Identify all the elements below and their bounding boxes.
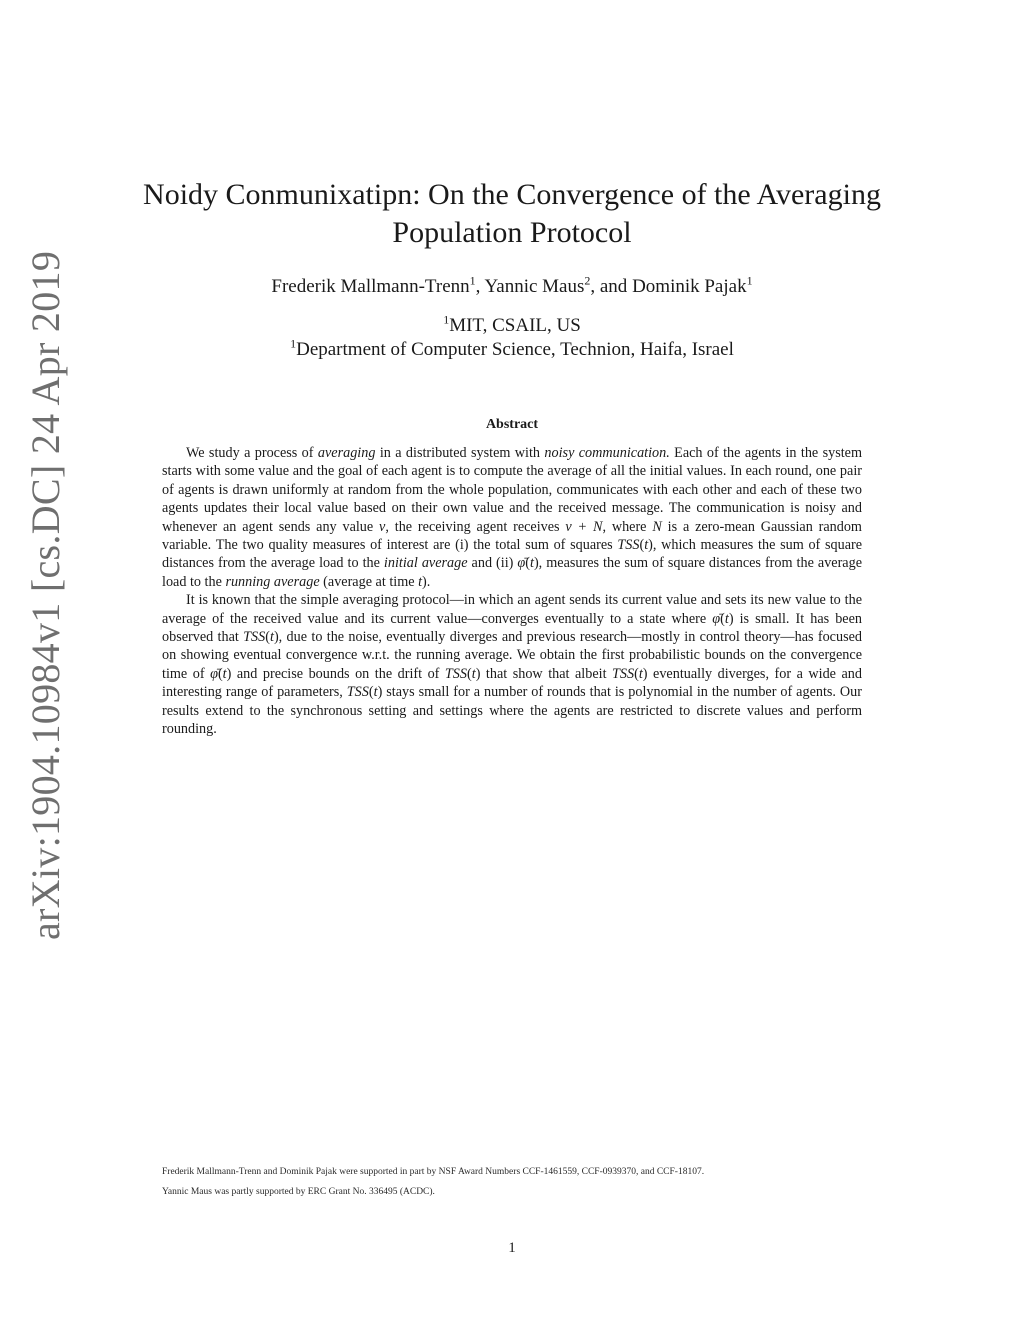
title-line-1: Noidy Conmunixatipn: On the Convergence of the Averaging <box>143 178 881 211</box>
affiliation-marker: 1 <box>290 336 297 351</box>
abstract-heading: Abstract <box>485 417 539 432</box>
affiliation-marker: 1 <box>746 273 753 288</box>
abstract-paragraph-1: We study a process of averaging in a distributed system with noisy communication. Each of the agents in the system starts with some value and the goal of each agent is to compute the average of all the initial values. In each round, one pair of agents is drawn uniformly at random from the whole population, communicates with each other and each of these two agents updates their local value based on their own value and the received message. The communication is noisy and whenever an agent sends any value v, the receiving agent receives v + N, where N is a zero-mean Gaussian random variable. The two quality measures of interest are (i) the total sum of squares TSS(t), which measures the sum of square distances from the average load to the initial average and (ii) φ̄(t), measures the sum of square distances from the average load to the running average (average at time t). <box>162 445 863 590</box>
footnote: Frederik Mallmann-Trenn and Dominik Pajak were supported in part by NSF Award Numbers CCF-1461559, CCF-0939370, and CCF-18107. <box>162 1167 705 1177</box>
footnote: Yannic Maus was partly supported by ERC Grant No. 336495 (ACDC). <box>162 1187 435 1197</box>
affiliation-marker: 2 <box>584 273 591 288</box>
author-separator: , <box>475 276 485 297</box>
affiliation-marker: 1 <box>469 273 476 288</box>
abstract-body <box>162 444 862 739</box>
author-list <box>120 274 904 300</box>
title-line-2: Population Protocol <box>392 216 632 249</box>
affiliation-text: MIT, CSAIL, US <box>449 315 581 336</box>
arxiv-identifier-stamp: arXiv:1904.10984v1 [cs.DC] 24 Apr 2019 <box>23 250 68 940</box>
affiliation-marker: 1 <box>443 312 450 327</box>
affiliation-text: Department of Computer Science, Technion, Haifa, Israel <box>296 339 734 360</box>
author-name: Frederik Mallmann-Trenn <box>271 276 470 297</box>
affiliation-line <box>120 314 904 338</box>
abstract-paragraph-2: It is known that the simple averaging protocol—in which an agent sends its current value and sets its new value to the average of the received value and its current value—converges eventually to a state where φ̄(t) is small. It has been observed that TSS(t), due to the noise, eventually diverges and previous research—mostly in control theory—has focused on showing eventual convergence w.r.t. the running average. We obtain the first probabilistic bounds on the convergence time of φ̄(t) and precise bounds on the drift of TSS(t) that show that albeit TSS(t) eventually diverges, for a wide and interesting range of parameters, TSS(t) stays small for a number of rounds that is polynomial in the number of agents. Our results extend to the synchronous setting and settings where the agents are restricted to discrete values and perform rounding. <box>162 592 862 738</box>
affiliation-line <box>120 338 904 362</box>
author-name: Dominik Pajak <box>632 276 747 297</box>
author-separator: , and <box>590 276 633 297</box>
page-number: 1 <box>508 1240 516 1256</box>
funding-footnotes <box>162 1162 862 1202</box>
paper-title <box>120 176 904 252</box>
author-name: Yannic Maus <box>484 276 585 297</box>
